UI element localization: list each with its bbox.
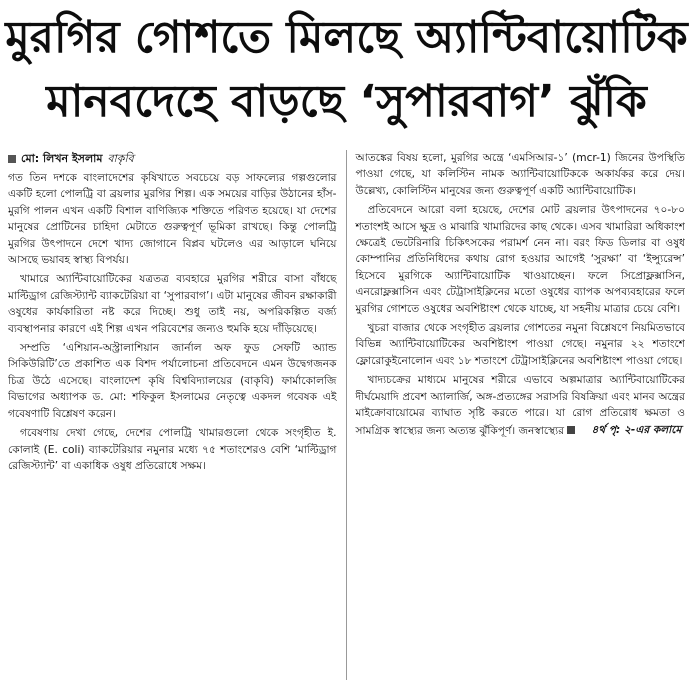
paragraph: খামারে অ্যান্টিবায়োটিকের যত্রতত্র ব্যবহারে মুরগির শরীরে বাসা বাঁধছে মাল্টিড্রাগ রেজিস্ট্যান্ট ব্যাকটেরিয়া বা ‘সুপারবাগ’। এটা মানুষের জীবন রক্ষাকারী ওষুধের কার্যকারিতা নষ্ট করে দিচ্ছে। শুধু তাই নয়, অপরিকল্পিত বর্জ্য ব্যবস্থাপনার কারণে এই শিল্প এখন পরিবেশের জন্যও হুমকি হয়ে দাঁড়িয়েছে। [8,273,337,335]
paragraph: সম্প্রতি ‘এশিয়ান-অস্ট্রালাশিয়ান জার্নাল অফ ফুড সেফটি অ্যান্ড সিকিউরিটি’তে প্রকাশিত এক বিশদ পর্যালোচনা প্রতিবেদনে এমন উদ্বেগজনক চিত্র উঠে এসেছে। বাংলাদেশ কৃষি বিশ্ববিদ্যালয়ের (বাকৃবি) ফার্মাকোলজি বিভাগের অধ্যাপক ড. মো: শফিকুল ইসলামের নেতৃত্বে একদল গবেষক এই গবেষণাটি বিশ্লেষণ করেন। [8,342,337,420]
square-bullet-icon [567,426,575,434]
left-column [8,150,347,680]
byline [8,150,337,168]
bullet-icon [8,155,16,163]
paragraph: গত তিন দশকে বাংলাদেশের কৃষিখাতে সবচেয়ে বড় সাফল্যের গল্পগুলোর একটি হলো পোলট্রি বা ব্রয়লার মুরগির শিল্প। এক সময়ের বাড়ির উঠানের হাঁস-মুরগি পালন এখন একটি বিশাল বাণিজ্যিক শক্তিতে পরিণত হয়েছে। যা দেশের মানুষের প্রোটিনের চাহিদা মেটাতে গুরুত্বপূর্ণ ভূমিকা রাখছে। কিন্তু পোলট্রি মুরগির উৎপাদনে দেশে খাদ্য জোগানে বিপ্লব ঘটলেও এর আড়ালে ঘনিয়ে আসছে ভয়াবহ স্বাস্থ্য বিপর্যয়। [8,172,337,267]
paragraph: খুচরা বাজার থেকে সংগৃহীত ব্রয়লার গোশতের নমুনা বিশ্লেষণে নিয়মিতভাবে বিভিন্ন অ্যান্টিবায়োটিকের অবশিষ্টাংশ পাওয়া গেছে। নমুনার ২২ শতাংশে ফ্লোরোকুইনোলোন এবং ১৮ শতাংশে টেট্রাসাইক্লিনের অবশিষ্টাংশ পাওয়া গেছে। [355,322,685,367]
article-body [8,150,685,680]
headline-line-2: মানবদেহে বাড়ছে ‘সুপারবাগ’ ঝুঁকি [46,76,647,127]
right-column [347,150,686,680]
paragraph-text: খাদ্যচক্রের মাধ্যমে মানুষের শরীরে এভাবে অল্পমাত্রার অ্যান্টিবায়োটিকের দীর্ঘমেয়াদি প্রবেশ অ্যালার্জি, অঙ্গ-প্রত্যঙ্গের সরাসরি বিষক্রিয়া এবং মানব অন্ত্রের মাইক্রোবায়োমের ব্যাঘাত সৃষ্টি করতে পারে। যা রোগ প্রতিরোধ ক্ষমতা ও সামগ্রিক স্বাস্থ্যের জন্য অত্যন্ত ঝুঁকিপূর্ণ। জনস্বাস্থ্যের [355,374,685,437]
byline-author: মো: লিখন ইসলাম [21,151,103,165]
paragraph-last [356,372,686,439]
continuation-text: ৪র্থ পৃ: ২-এর কলামে [591,423,682,436]
paragraph: আতঙ্কের বিষয় হলো, মুরগির অন্ত্রে ‘এমসিআর-১’ (mcr-1) জিনের উপস্থিতি পাওয়া গেছে, যা কলিস্টিন নামক অ্যান্টিবায়োটিককে অকার্যকর করে দেয়। উল্লেখ্য, কোলিস্টিন মানুষের জন্য গুরুত্বপূর্ণ একটি অ্যান্টিবায়োটিক। [355,152,685,197]
paragraph: গবেষণায় দেখা গেছে, দেশের পোলট্রি খামারগুলো থেকে সংগৃহীত ই. কোলাই (E. coli) ব্যাকটেরিয়ার নমুনার মধ্যে ৭৫ শতাংশেরও বেশি ‘মাল্টিড্রাগ রেজিস্ট্যান্ট’ বা একাধিক ওষুধ প্রতিরোধে সক্ষম। [8,427,337,472]
paragraph: প্রতিবেদনে আরো বলা হয়েছে, দেশের মোট ব্রয়লার উৎপাদনের ৭০-৮০ শতাংশই আসে ক্ষুদ্র ও মাঝারি খামারিদের কাছ থেকে। এসব খামারিরা অধিকাংশ ক্ষেত্রেই ভেটেরিনারি চিকিৎসকের পরামর্শ নেন না। বরং ফিড ডিলার বা ওষুধ কোম্পানির প্রতিনিধিদের কথায় রোগ হওয়ার আগেই ‘সুরক্ষা’ বা ‘ইন্স্যুরেন্স’ হিসেবে মুরগিকে অ্যান্টিবায়োটিক খাওয়াচ্ছেন। ফলে সিপ্রোফ্লক্সাসিন, এনরোফ্লক্সাসিন এবং টেট্রাসাইক্লিনের মতো ওষুধের ব্যাপক অপব্যবহারের ফলে মুরগির গোশতে ওষুধের অবশিষ্টাংশ থেকে যাচ্ছে, যা সহনীয় মাত্রার চেয়ে বেশি। [355,204,685,315]
byline-affiliation: বাকৃবি [107,151,134,165]
headline-line-1: মুরগির গোশতে মিলছে অ্যান্টিবায়োটিক [5,12,688,63]
continuation-note [567,422,681,438]
